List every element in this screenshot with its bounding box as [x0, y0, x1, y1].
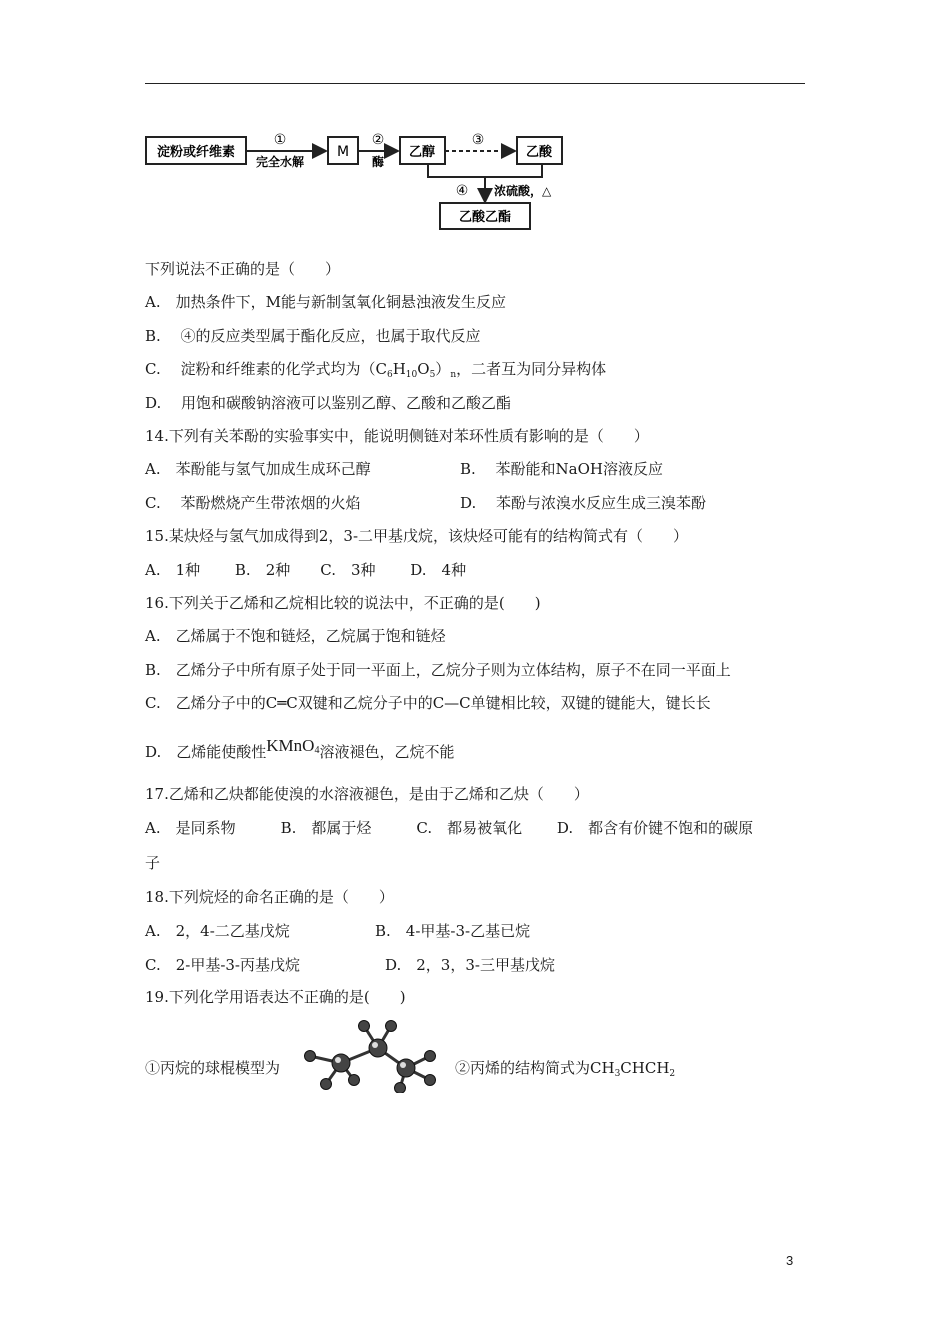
propane-ball-stick-model [296, 1018, 441, 1093]
page-number: 3 [786, 1253, 794, 1268]
q14-stem: 14.下列有关苯酚的实验事实中，能说明侧链对苯环性质有影响的是（ ） [145, 427, 649, 445]
q14-option-c: C. 苯酚燃烧产生带浓烟的火焰 [145, 494, 361, 512]
q19-item-1: ①丙烷的球棍模型为 [145, 1059, 281, 1077]
q16-option-c: C. 乙烯分子中的C═C双键和乙烷分子中的C—C单键相比较，双键的键能大，键长长 [145, 694, 711, 712]
box-m-label: M [336, 144, 350, 160]
q14-option-d: D. 苯酚与浓溴水反应生成三溴苯酚 [460, 494, 707, 512]
step-1-marker: ① [273, 132, 287, 148]
step-1-label: 完全水解 [255, 155, 305, 169]
box-ethyl-acetate-label: 乙酸乙酯 [458, 210, 512, 225]
box-starch-cellulose-label: 淀粉或纤维素 [156, 145, 236, 160]
connector-lines [428, 164, 542, 177]
step-4-marker: ④ [455, 183, 469, 199]
header-rule [145, 83, 805, 84]
q16-stem: 16.下列关于乙烯和乙烷相比较的说法中，不正确的是( ) [145, 594, 541, 612]
q18-option-c: C. 2-甲基-3-丙基戊烷 [145, 956, 301, 974]
step-2-label: 酶 [371, 155, 385, 169]
step-2-marker: ② [371, 132, 385, 148]
q16-option-d: D. 乙烯能使酸性KMnO$_4$溶液褪色，乙烷不能 [145, 736, 455, 761]
q14-option-b: B. 苯酚能和NaOH溶液反应 [460, 460, 664, 478]
q13-option-c: C. 淀粉和纤维素的化学式均为$(C_6H_{10}O_5)_n$，二者互为同分异构体 [145, 360, 607, 380]
q15-options: A. 1种 B. 2种 C. 3种 D. 4种 [145, 561, 467, 579]
step-4-label: 浓硫酸，△ [494, 184, 552, 198]
q16-option-a: A. 乙烯属于不饱和链烃，乙烷属于饱和链烃 [145, 627, 446, 645]
q16-option-b: B. 乙烯分子中所有原子处于同一平面上，乙烷分子则为立体结构，原子不在同一平面上 [145, 661, 731, 679]
q17-options-wrap: 子 [145, 854, 161, 872]
step-3-marker: ③ [471, 132, 485, 148]
q19-item-2: ②丙烯的结构简式为$CH_3CHCH_2$ [455, 1059, 676, 1079]
q14-option-a: A. 苯酚能与氢气加成生成环己醇 [145, 460, 371, 478]
q13-stem: 下列说法不正确的是（ ） [145, 260, 341, 278]
q15-stem: 15.某炔烃与氢气加成得到2，3-二甲基戊烷，该炔烃可能有的结构简式有（ ） [145, 527, 689, 545]
q17-stem: 17.乙烯和乙炔都能使溴的水溶液褪色，是由于乙烯和乙炔（ ） [145, 785, 589, 803]
box-acetic-acid-label: 乙酸 [525, 145, 553, 160]
q18-option-d: D. 2，3，3-三甲基戊烷 [385, 956, 555, 974]
q19-stem: 19.下列化学用语表达不正确的是( ) [145, 988, 406, 1006]
q18-option-b: B. 4-甲基-3-乙基已烷 [375, 922, 531, 940]
q13-option-a: A. 加热条件下，M能与新制氢氧化铜悬浊液发生反应 [145, 293, 506, 311]
kmno4-formula: KMnO$_4$ [266, 736, 320, 756]
box-ethanol-label: 乙醇 [408, 145, 436, 160]
q18-option-a: A. 2，4-二乙基戊烷 [145, 922, 290, 940]
q17-options: A. 是同系物 B. 都属于烃 C. 都易被氧化 D. 都含有价键不饱和的碳原 [145, 819, 754, 837]
q18-stem: 18.下列烷烃的命名正确的是（ ） [145, 888, 394, 906]
q13-option-d: D. 用饱和碳酸钠溶液可以鉴别乙醇、乙酸和乙酸乙酯 [145, 394, 512, 412]
reaction-flow-diagram [140, 120, 580, 235]
q13-option-b: B. ④的反应类型属于酯化反应，也属于取代反应 [145, 327, 481, 345]
